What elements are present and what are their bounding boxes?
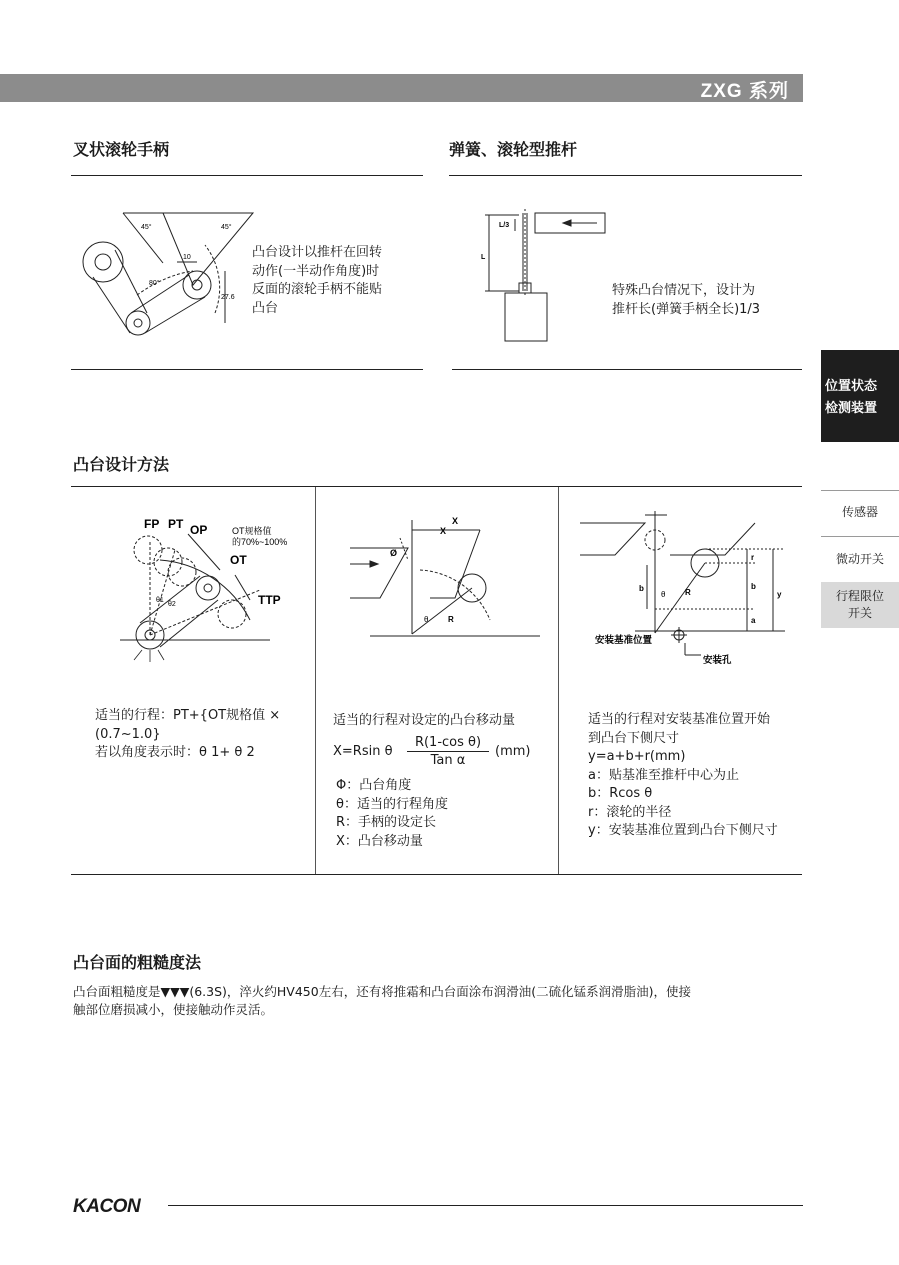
sidebar-tab-label: 检测装置 [825, 401, 878, 416]
text-line: 凸台 [252, 300, 279, 316]
sidebar-tab-micro-switch[interactable]: 微动开关 [835, 552, 884, 566]
divider [449, 175, 802, 176]
text-line: 适当的行程：PT+{OT规格值 × [95, 708, 281, 723]
divider [71, 175, 423, 176]
phi-label: Ø [390, 548, 398, 558]
text-line: y=a+b+r(mm) [588, 749, 686, 764]
text-line: 特殊凸台情况下，设计为 [612, 283, 756, 298]
sidebar-tab-label: 开关 [847, 606, 872, 620]
divider [71, 486, 802, 487]
dim-b: b [751, 582, 756, 591]
section-title-spring-roller: 弹簧、滚轮型推杆 [449, 140, 578, 159]
text-line: 凸台设计以推杆在回转 [252, 245, 383, 260]
divider [452, 369, 802, 370]
cam-movement-diagram [340, 510, 550, 650]
divider [821, 490, 899, 491]
dim-y: y [777, 590, 782, 599]
column-divider [558, 487, 559, 874]
text-line: r：滚轮的半径 [588, 804, 672, 820]
series-title: ZXG 系列 [700, 81, 789, 102]
stroke-angle-diagram [120, 510, 310, 680]
text-line: 动作(一半动作角度)时 [252, 263, 380, 279]
text-line: θ：适当的行程角度 [336, 796, 448, 812]
text-line: 推杆长(弹簧手柄全长)1/3 [612, 301, 761, 317]
dimension-label: 27.6 [221, 294, 235, 301]
label-op: OP [190, 523, 208, 537]
sidebar-tab-limit-switch[interactable] [821, 582, 899, 628]
dimension-label: L/3 [499, 222, 510, 229]
angle-label: 45° [221, 224, 232, 231]
x-label: X [440, 526, 447, 536]
fork-roller-diagram [75, 205, 255, 350]
sidebar-tab-label: 行程限位 [835, 589, 884, 603]
formula-unit: (mm) [495, 744, 531, 759]
ot-note: OT规格值 [232, 526, 272, 536]
sidebar-tab-sensor[interactable]: 传感器 [841, 505, 878, 519]
dimension-label: 10 [183, 254, 191, 261]
spring-roller-description [612, 282, 760, 319]
divider [821, 536, 899, 537]
roughness-paragraph [73, 983, 808, 1019]
text-line: X：凸台移动量 [336, 833, 423, 849]
cam-definitions [336, 777, 448, 851]
dim-r: r [751, 553, 755, 562]
sidebar-tab-label: 位置状态 [825, 379, 878, 394]
text-line: 若以角度表示时：θ 1+ θ 2 [95, 745, 255, 760]
theta-label: θ [661, 590, 666, 599]
dimension-label: L [481, 254, 486, 261]
text-line: y：安装基准位置到凸台下侧尺寸 [588, 823, 778, 838]
text-line: 到凸台下侧尺寸 [588, 730, 680, 746]
mount-dimension-text [588, 711, 778, 841]
formula-numerator: R(1-cos θ) [414, 735, 482, 750]
mount-hole-label: 安装孔 [703, 655, 732, 666]
footer-divider [168, 1205, 803, 1206]
text-line: (0.7~1.0} [95, 726, 161, 742]
formula-left: X=Rsin θ [333, 744, 393, 759]
text-line: 反面的滚轮手柄不能贴 [252, 282, 383, 297]
label-fp: FP [144, 517, 160, 531]
text-line: a：贴基准至推杆中心为止 [588, 767, 739, 783]
ot-note: 的70%~100% [232, 537, 288, 547]
kacon-logo: KACON [73, 1196, 141, 1217]
text-line: 适当的行程对安装基准位置开始 [588, 712, 771, 727]
section-title-cam-design: 凸台设计方法 [73, 455, 170, 474]
column-divider [315, 487, 316, 874]
label-pt: PT [168, 517, 184, 531]
cam-movement-text [333, 712, 515, 731]
text-line: Φ：凸台角度 [336, 778, 412, 793]
text-line: 适当的行程对设定的凸台移动量 [333, 713, 516, 728]
angle-label: 45° [141, 224, 152, 231]
fork-roller-description [252, 244, 382, 318]
spring-plunger-diagram [475, 205, 610, 345]
cam-formula [333, 734, 558, 770]
text-line: b：Rcos θ [588, 786, 653, 801]
angle-label: 80° [149, 280, 160, 287]
stroke-text [95, 707, 280, 763]
section-title-roughness: 凸台面的粗糙度法 [73, 953, 202, 972]
theta-label: θ2 [168, 601, 176, 608]
dim-a: a [751, 616, 756, 625]
text-line: 触部位磨损减小，使接触动作灵活。 [73, 1002, 274, 1017]
sidebar-tab-position-detection[interactable] [821, 350, 899, 442]
dim-b: b [639, 584, 644, 593]
header-bar [0, 74, 803, 102]
divider [71, 369, 423, 370]
section-title-fork-roller: 叉状滚轮手柄 [73, 140, 170, 159]
text-line: 凸台面粗糙度是▼▼▼(6.3S)，淬火约HV450左右，还有将推霜和凸台面涂布润滑油(二硫化锰系润滑脂油)，使接 [73, 984, 691, 999]
label-ot: OT [230, 553, 247, 567]
text-line: R：手柄的设定长 [336, 815, 437, 830]
formula-denominator: Tan α [430, 753, 466, 768]
label-ttp: TTP [258, 593, 281, 607]
mount-dimension-diagram [575, 505, 800, 675]
r-label: R [448, 615, 454, 624]
divider [71, 874, 802, 875]
r-label: R [685, 588, 691, 597]
theta-label: θ1 [156, 597, 164, 604]
x-label: X [452, 516, 459, 526]
theta-label: θ [424, 615, 429, 624]
base-position-label: 安装基准位置 [595, 635, 653, 646]
